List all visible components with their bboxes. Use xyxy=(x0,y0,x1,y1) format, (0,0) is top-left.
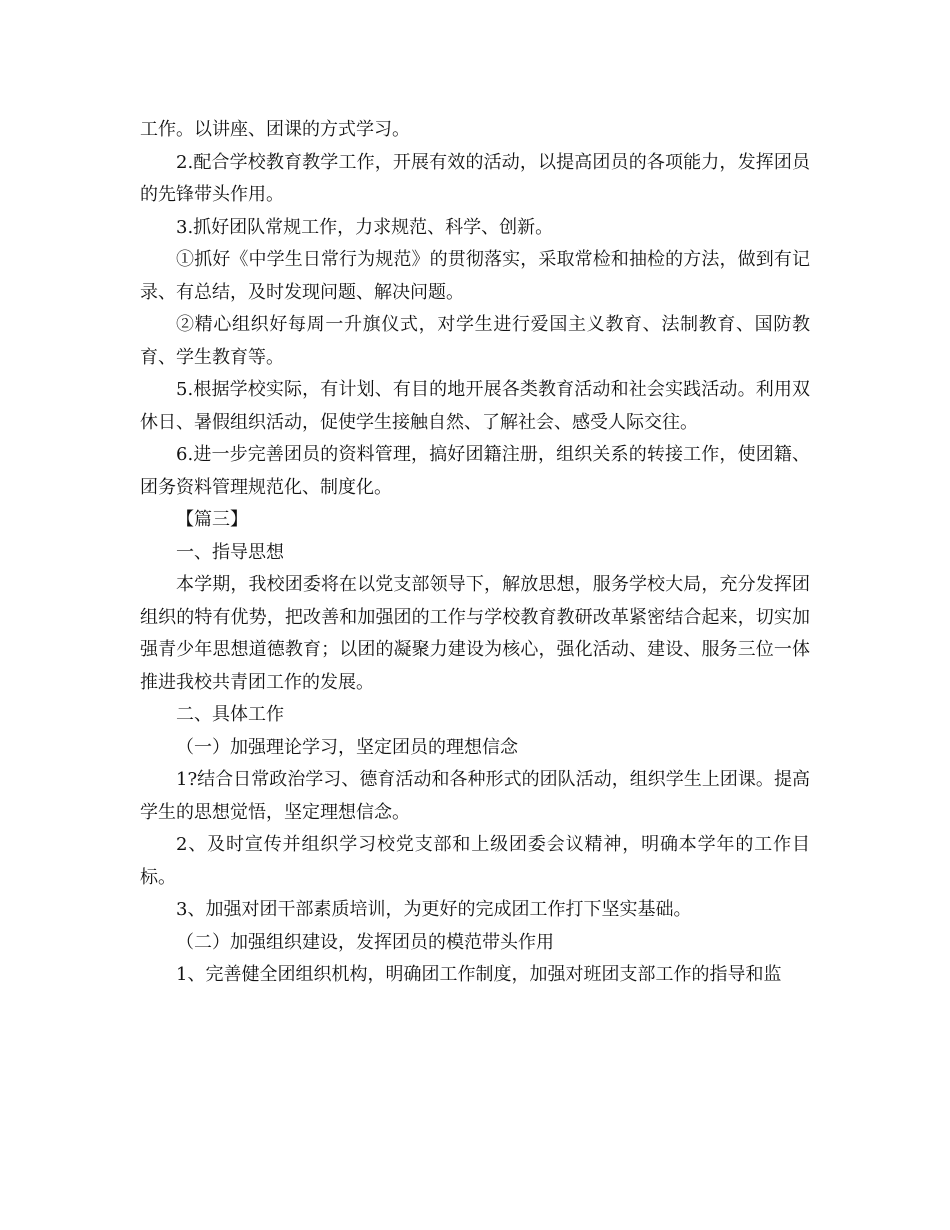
paragraph: 1、完善健全团组织机构，明确团工作制度，加强对班团支部工作的指导和监 xyxy=(176,964,782,985)
paragraph: 2.配合学校教育教学工作，开展有效的活动，以提高团员的各项能力，发挥团员的先锋带头作用。 xyxy=(140,151,810,205)
paragraph: 2、及时宣传并组织学习校党支部和上级团委会议精神，明确本学年的工作目标。 xyxy=(140,834,810,888)
section-heading: 二、具体工作 xyxy=(176,704,284,725)
paragraph: 3、加强对团干部素质培训，为更好的完成团工作打下坚实基础。 xyxy=(176,899,692,920)
subsection-heading: （二）加强组织建设，发挥团员的模范带头作用 xyxy=(176,931,554,953)
paragraph: ①抓好《中学生日常行为规范》的贯彻落实，采取常检和抽检的方法，做到有记录、有总结，及时发现问题、解决问题。 xyxy=(140,249,810,303)
paragraph: 工作。以讲座、团课的方式学习。 xyxy=(140,119,410,140)
section-heading: 一、指导思想 xyxy=(176,541,284,563)
paragraph: 5.根据学校实际，有计划、有目的地开展各类教育活动和社会实践活动。利用双休日、暑假组织活动，促使学生接触自然、了解社会、感受人际交往。 xyxy=(140,379,810,433)
document-body xyxy=(140,114,810,992)
paragraph: ②精心组织好每周一升旗仪式，对学生进行爱国主义教育、法制教育、国防教育、学生教育等。 xyxy=(140,314,810,368)
paragraph: 3.抓好团队常规工作，力求规范、科学、创新。 xyxy=(176,216,554,238)
section-heading: 【篇三】 xyxy=(176,509,248,530)
paragraph: 本学期，我校团委将在以党支部领导下，解放思想，服务学校大局，充分发挥团组织的特有优势，把改善和加强团的工作与学校教育教研改革紧密结合起来，切实加强青少年思想道德教育；以团的凝聚力建设为核心，强化活动、建设、服务三位一体推进我校共青团工作的发展。 xyxy=(140,574,810,693)
subsection-heading: （一）加强理论学习，坚定团员的理想信念 xyxy=(176,736,518,758)
paragraph: 1?结合日常政治学习、德育活动和各种形式的团队活动，组织学生上团课。提高学生的思想觉悟，坚定理想信念。 xyxy=(140,769,810,823)
paragraph: 6.进一步完善团员的资料管理，搞好团籍注册，组织关系的转接工作，使团籍、团务资料管理规范化、制度化。 xyxy=(140,444,810,498)
